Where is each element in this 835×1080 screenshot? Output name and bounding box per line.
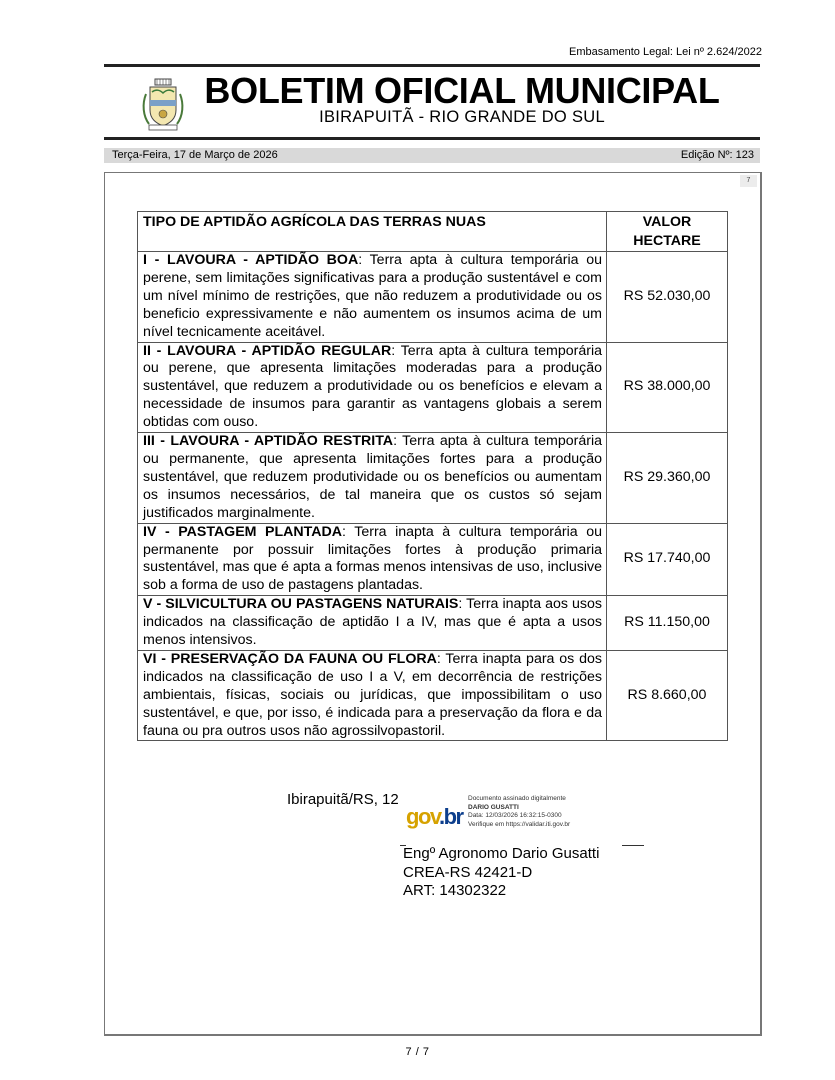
digital-signature-stamp (406, 793, 606, 839)
land-value-table (137, 211, 728, 741)
govbr-logo (406, 805, 463, 829)
table-row (138, 252, 728, 343)
row-label: IV - PASTAGEM PLANTADA (143, 523, 343, 540)
row-value: RS 8.660,00 (607, 650, 728, 741)
row-text: : Terra apta à cultura temporária ou permanente, que apresenta limitações fortes para a produção sustentável, que reduzem produtividade ou os benefícios ou aumentam os insumos necessários, de tal maneira que os custos só sejam justificados marginalmente. (143, 433, 602, 521)
row-label: VI - PRESERVAÇÃO DA FAUNA OU FLORA (143, 650, 437, 667)
row-description (138, 433, 607, 524)
table-row (138, 342, 728, 433)
row-value: RS 52.030,00 (607, 252, 728, 343)
legal-basis: Embasamento Legal: Lei nº 2.624/2022 (569, 46, 762, 58)
col-value-header: VALOR HECTARE (607, 212, 728, 252)
govbr-logo-gov: gov (406, 804, 439, 829)
govbr-logo-br: .br (438, 804, 463, 829)
engineer-name: Engº Agronomo Dario Gusatti (403, 845, 600, 862)
col-type-header: TIPO DE APTIDÃO AGRÍCOLA DAS TERRAS NUAS (138, 212, 607, 252)
row-text: : Terra apta à cultura temporária ou perene, que apresenta limitações moderadas para a produção sustentável, que reduzem a produtividade ou os benefícios e elevam a necessidade de insumos para garantir as vantagens globais a serem obtidas com ouso. (143, 342, 602, 431)
table-row (138, 596, 728, 651)
verify-link: Verifique em https://validar.iti.gov.br (468, 820, 571, 828)
signature-place-date: Ibirapuitã/RS, 12 (287, 791, 399, 808)
table-row (138, 433, 728, 524)
header-rule-bottom (104, 137, 760, 140)
row-text: : Terra apta à cultura temporária ou perene, sem limitações significativas para a produção sustentável e com um nível mínimo de restrições, que não reduzem a produtividade ou os beneficio expressivamente e não aumentem os insumos acima de um nível tecnicamente aceitável. (143, 252, 602, 340)
row-description (138, 252, 607, 343)
row-label: V - SILVICULTURA OU PASTAGENS NATURAIS (143, 596, 459, 613)
row-description (138, 650, 607, 741)
row-label: I - LAVOURA - APTIDÃO BOA (143, 252, 359, 268)
header-rule-top (104, 64, 760, 67)
pagination: 7 / 7 (405, 1046, 430, 1058)
publication-date: Terça-Feira, 17 de Março de 2026 (112, 149, 278, 161)
engineer-crea: CREA-RS 42421-D (403, 863, 533, 881)
signed-digitally-label: Documento assinado digitalmente (468, 795, 566, 802)
edition-number: Edição Nº: 123 (680, 149, 754, 161)
table-header-row (138, 212, 728, 252)
row-label: II - LAVOURA - APTIDÃO REGULAR (143, 342, 392, 359)
page-title: BOLETIM OFICIAL MUNICIPAL (204, 70, 720, 111)
row-value: RS 38.000,00 (607, 342, 728, 433)
signature-line-right (622, 845, 644, 846)
row-text: : Terra inapta aos usos indicados na classificação de aptidão I a IV, mas que é apta a usos menos intensivos. (143, 596, 602, 649)
signed-date: Data: 12/03/2026 16:32:15-0300 (468, 812, 562, 820)
row-description (138, 596, 607, 651)
page-subtitle: IBIRAPUITÃ - RIO GRANDE DO SUL (319, 108, 605, 126)
signer-name: DARIO GUSATTI (468, 803, 519, 811)
row-text: : Terra inapta à cultura temporária ou permanente por possuir limitações fortes à produção primaria sustentável, mas que é apta a formas menos intensivas de uso, inclusive sob a forma de uso de pastagens plantadas. (143, 523, 602, 594)
table-row (138, 523, 728, 596)
row-label: III - LAVOURA - APTIDÃO RESTRITA (143, 433, 394, 450)
row-value: RS 29.360,00 (607, 433, 728, 524)
municipal-coat-of-arms-icon (140, 78, 186, 132)
engineer-art: ART: 14302322 (403, 882, 507, 900)
row-description (138, 342, 607, 433)
engineer-block (403, 845, 599, 901)
date-band (104, 148, 760, 163)
row-value: RS 11.150,00 (607, 596, 728, 651)
page-tag: 7 (740, 175, 757, 187)
row-description (138, 523, 607, 596)
row-text: : Terra inapta para os dos indicados na classificação de uso I a V, em decorrência de restrições ambientais, físicas, sociais ou jurídicas, que impossibilitam o uso sustentável, e que, por isso, é indicada para a preservação da flora e da fauna ou pra outros usos não agrossilvopastoril. (143, 650, 602, 739)
signature-details (468, 795, 570, 829)
table-row (138, 650, 728, 741)
row-value: RS 17.740,00 (607, 523, 728, 596)
